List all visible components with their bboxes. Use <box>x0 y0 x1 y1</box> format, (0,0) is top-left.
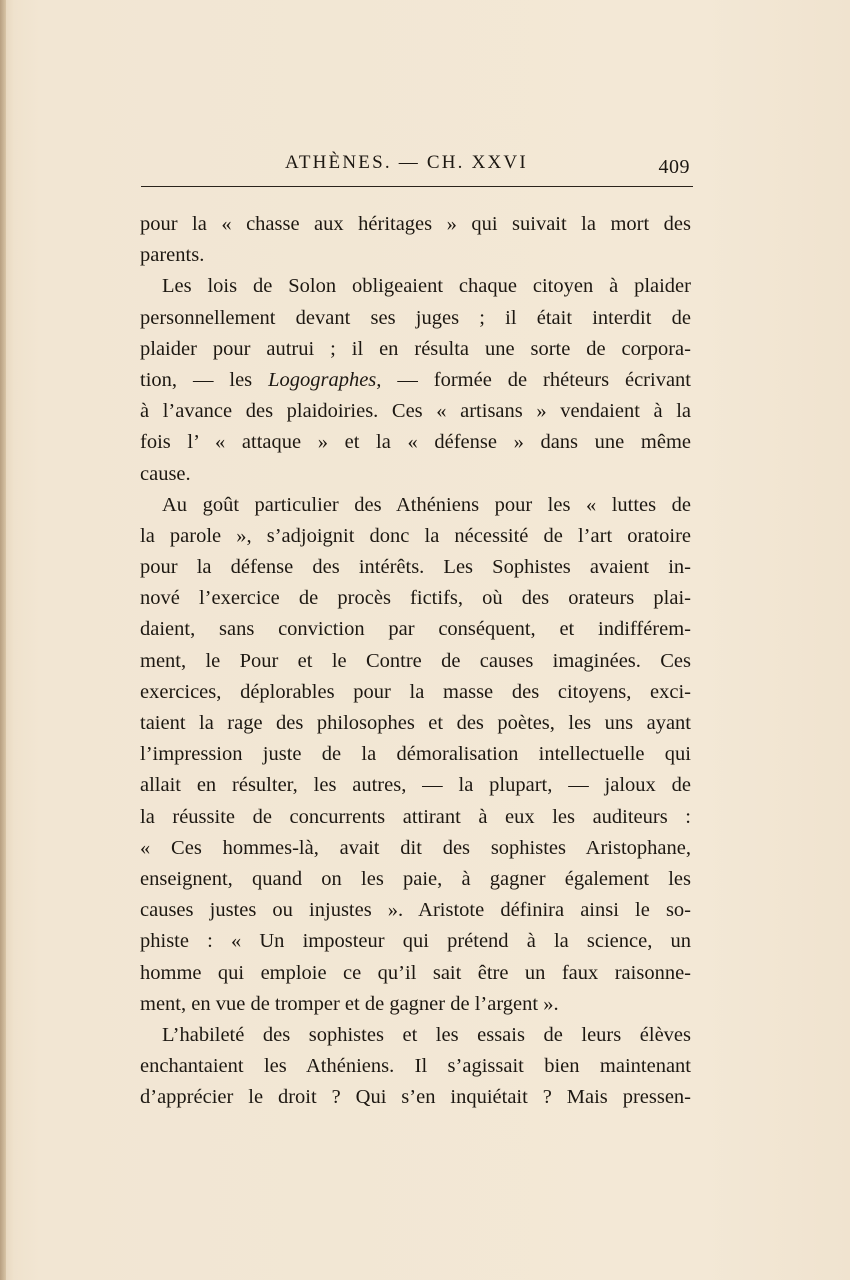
text-line: parents. <box>140 244 205 267</box>
text-line: homme qui emploie ce qu’il sait être un faux raisonne- <box>140 961 691 984</box>
running-head <box>140 150 692 186</box>
text-line: causes justes ou injustes ». Aristote définira ainsi le so- <box>140 899 691 922</box>
text-line: « Ces hommes-là, avait dit des sophistes Aristophane, <box>140 836 691 859</box>
text-line: à l’avance des plaidoiries. Ces « artisans » vendaient à la <box>140 400 691 423</box>
text-line: daient, sans conviction par conséquent, et indifférem- <box>140 618 691 641</box>
page-gutter-edge <box>0 0 6 1280</box>
text-line: pour la défense des intérêts. Les Sophistes avaient in- <box>140 556 691 579</box>
text-line: L’habileté des sophistes et les essais de leurs élèves <box>162 1023 691 1046</box>
text-line: nové l’exercice de procès fictifs, où des orateurs plai- <box>140 587 691 610</box>
text-line: cause. <box>140 462 191 485</box>
text-line: Au goût particulier des Athéniens pour les « luttes de <box>162 493 691 516</box>
text-line: plaider pour autrui ; il en résulta une sorte de corpora- <box>140 337 691 360</box>
text-line: d’apprécier le droit ? Qui s’en inquiétait ? Mais pressen- <box>140 1086 691 1109</box>
header-rule <box>141 186 693 187</box>
text-line: pour la « chasse aux héritages » qui suivait la mort des <box>140 213 691 235</box>
text-line <box>140 365 691 396</box>
text-line: fois l’ « attaque » et la « défense » dans une même <box>140 431 691 454</box>
text-line: exercices, déplorables pour la masse des citoyens, exci- <box>140 680 691 703</box>
text-line: taient la rage des philosophes et des poètes, les uns ayant <box>140 712 691 734</box>
text-line: l’impression juste de la démoralisation intellectuelle qui <box>140 743 691 766</box>
text-line: enchantaient les Athéniens. Il s’agissait bien maintenant <box>140 1055 691 1078</box>
running-head-title: ATHÈNES. — CH. XXVI <box>285 152 528 173</box>
text-line: ment, en vue de tromper et de gagner de l’argent ». <box>140 992 559 1015</box>
text-line: ment, le Pour et le Contre de causes imaginées. Ces <box>140 649 691 672</box>
text-line: la réussite de concurrents attirant à eux les auditeurs : <box>140 805 691 828</box>
text-line: phiste : « Un imposteur qui prétend à la science, un <box>140 930 691 953</box>
text-line: enseignent, quand on les paie, à gagner également les <box>140 867 691 890</box>
text-line: personnellement devant ses juges ; il était interdit de <box>140 306 691 329</box>
page-number: 409 <box>658 156 690 178</box>
body-text <box>140 209 691 1113</box>
text-segment: tion, — les <box>140 368 269 391</box>
text-line: Les lois de Solon obligeaient chaque citoyen à plaider <box>162 275 691 298</box>
text-line: la parole », s’adjoignit donc la nécessité de l’art oratoire <box>140 524 691 547</box>
text-segment: — formée de rhéteurs écrivant <box>381 368 691 391</box>
italic-term: Logographes, <box>268 368 382 391</box>
text-line: allait en résulter, les autres, — la plupart, — jaloux de <box>140 774 691 797</box>
